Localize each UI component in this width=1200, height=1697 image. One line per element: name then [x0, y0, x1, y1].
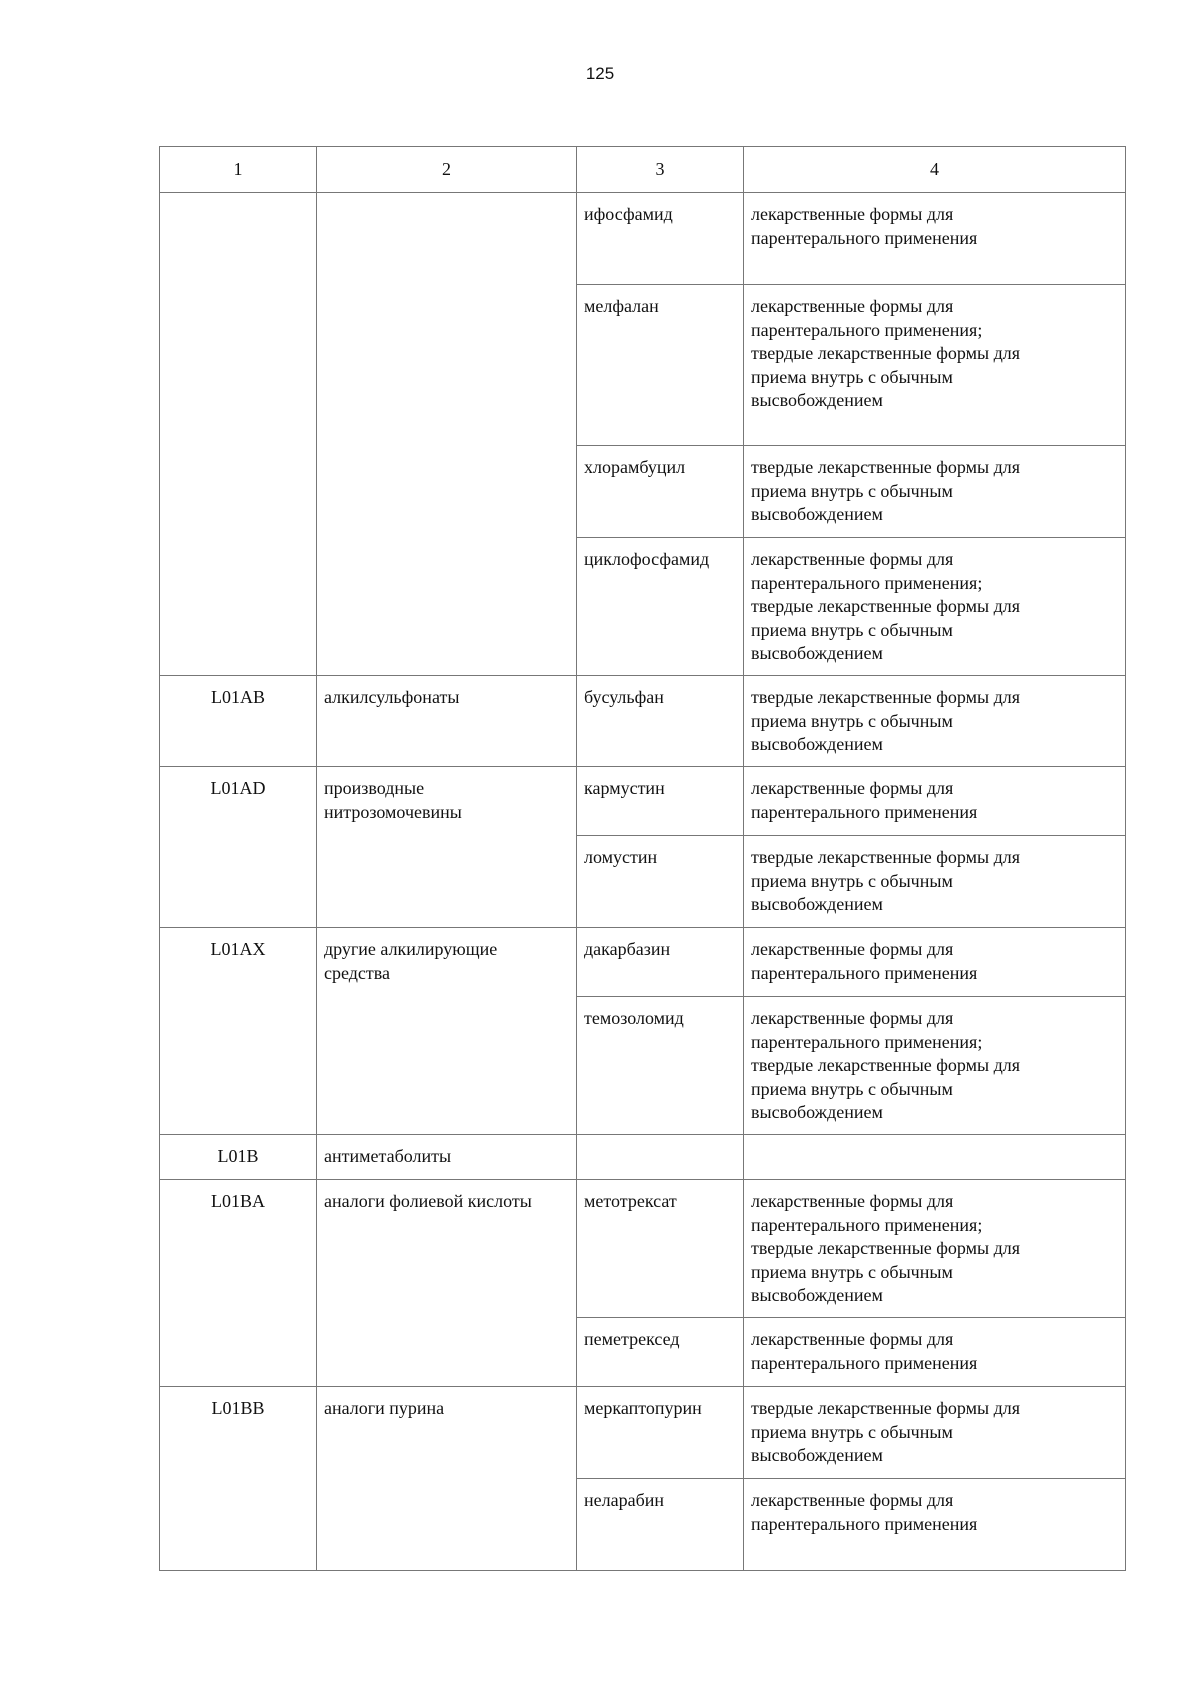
- group-name-cell: другие алкилирующие средства: [317, 928, 577, 1135]
- dosage-forms-cell: [744, 1135, 1126, 1180]
- table-row: [160, 1387, 1126, 1479]
- column-header: 1: [160, 147, 317, 193]
- drug-name-cell: пеметрексед: [577, 1318, 744, 1387]
- group-name-cell: аналоги фолиевой кислоты: [317, 1180, 577, 1387]
- dosage-forms-cell: лекарственные формы для парентерального применения: [744, 928, 1126, 997]
- group-name-cell: алкилсульфонаты: [317, 676, 577, 767]
- drug-name-cell: ифосфамид: [577, 193, 744, 285]
- drug-name-cell: метотрексат: [577, 1180, 744, 1318]
- drug-name-cell: дакарбазин: [577, 928, 744, 997]
- atc-code-cell: L01AX: [160, 928, 317, 1135]
- group-name-cell: производные нитрозомочевины: [317, 767, 577, 928]
- atc-code-cell: L01AB: [160, 676, 317, 767]
- dosage-forms-cell: лекарственные формы для парентерального применения; твердые лекарственные формы для приема внутрь с обычным высвобождением: [744, 997, 1126, 1135]
- column-header: 3: [577, 147, 744, 193]
- dosage-forms-cell: лекарственные формы для парентерального применения; твердые лекарственные формы для приема внутрь с обычным высвобождением: [744, 1180, 1126, 1318]
- table-header-row: [160, 147, 1126, 193]
- table-row: [160, 193, 1126, 285]
- dosage-forms-cell: твердые лекарственные формы для приема внутрь с обычным высвобождением: [744, 446, 1126, 538]
- drug-table: [159, 146, 1126, 1571]
- drug-name-cell: [577, 1135, 744, 1180]
- group-name-cell: [317, 193, 577, 676]
- drug-name-cell: хлорамбуцил: [577, 446, 744, 538]
- dosage-forms-cell: лекарственные формы для парентерального применения: [744, 193, 1126, 285]
- atc-code-cell: L01AD: [160, 767, 317, 928]
- drug-name-cell: кармустин: [577, 767, 744, 836]
- drug-name-cell: ломустин: [577, 836, 744, 928]
- page-number: 125: [585, 64, 615, 83]
- atc-code-cell: L01BB: [160, 1387, 317, 1571]
- atc-code-cell: L01BA: [160, 1180, 317, 1387]
- drug-name-cell: темозоломид: [577, 997, 744, 1135]
- atc-code-cell: L01B: [160, 1135, 317, 1180]
- table-row: [160, 928, 1126, 997]
- drug-name-cell: неларабин: [577, 1479, 744, 1571]
- dosage-forms-cell: твердые лекарственные формы для приема внутрь с обычным высвобождением: [744, 676, 1126, 767]
- dosage-forms-cell: лекарственные формы для парентерального применения; твердые лекарственные формы для приема внутрь с обычным высвобождением: [744, 538, 1126, 676]
- dosage-forms-cell: твердые лекарственные формы для приема внутрь с обычным высвобождением: [744, 1387, 1126, 1479]
- column-header: 2: [317, 147, 577, 193]
- drug-name-cell: циклофосфамид: [577, 538, 744, 676]
- table-row: [160, 676, 1126, 767]
- table-row: [160, 1180, 1126, 1318]
- dosage-forms-cell: лекарственные формы для парентерального применения: [744, 1479, 1126, 1571]
- atc-code-cell: [160, 193, 317, 676]
- table-row: [160, 1135, 1126, 1180]
- drug-name-cell: мелфалан: [577, 285, 744, 446]
- table-row: [160, 767, 1126, 836]
- dosage-forms-cell: лекарственные формы для парентерального применения: [744, 767, 1126, 836]
- group-name-cell: антиметаболиты: [317, 1135, 577, 1180]
- dosage-forms-cell: твердые лекарственные формы для приема внутрь с обычным высвобождением: [744, 836, 1126, 928]
- drug-name-cell: меркаптопурин: [577, 1387, 744, 1479]
- column-header: 4: [744, 147, 1126, 193]
- dosage-forms-cell: лекарственные формы для парентерального применения; твердые лекарственные формы для приема внутрь с обычным высвобождением: [744, 285, 1126, 446]
- drug-name-cell: бусульфан: [577, 676, 744, 767]
- dosage-forms-cell: лекарственные формы для парентерального применения: [744, 1318, 1126, 1387]
- group-name-cell: аналоги пурина: [317, 1387, 577, 1571]
